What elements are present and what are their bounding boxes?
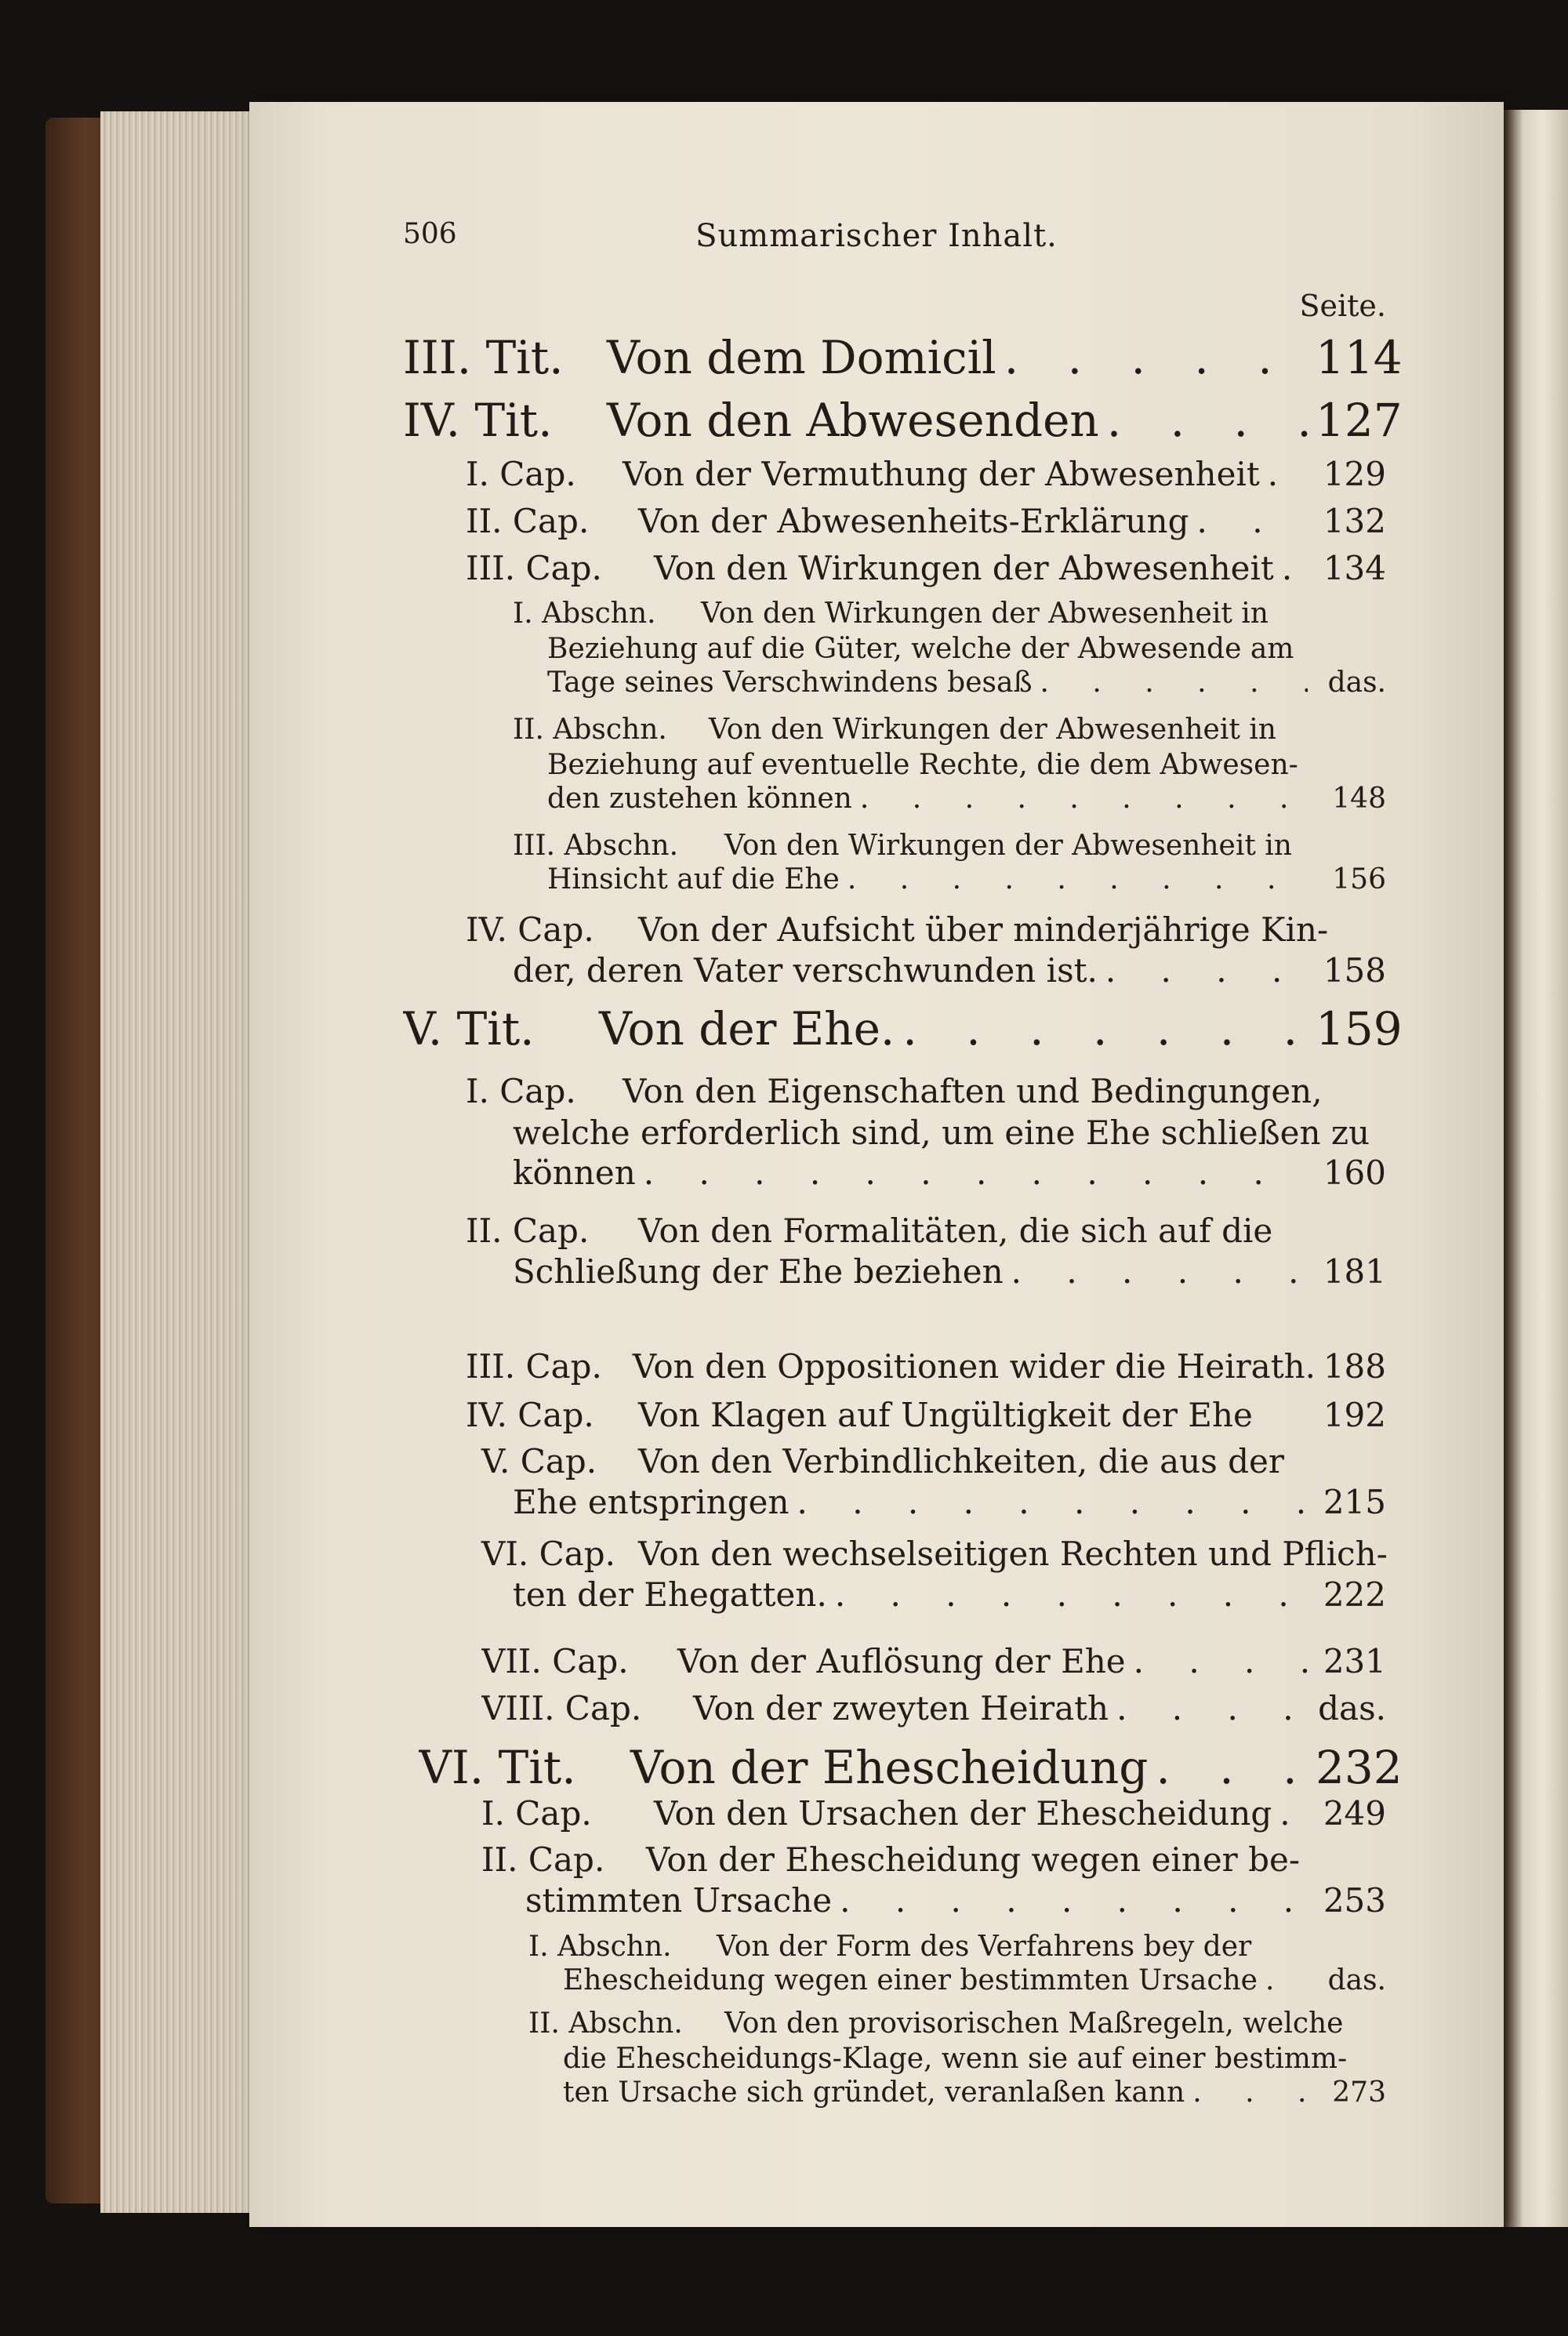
entry-title-line: Von den wechselseitigen Rechten und Pflich- bbox=[638, 1535, 1388, 1573]
entry-page: 249 bbox=[1323, 1794, 1386, 1833]
entry-number: III. Cap. bbox=[466, 1347, 602, 1386]
entry-page: das. bbox=[1327, 667, 1386, 699]
page-number: 506 bbox=[403, 218, 457, 250]
entry-number: I. Abschn. bbox=[513, 598, 656, 630]
entry-title-line: die Ehescheidungs-Klage, wenn sie auf einer bestimm- bbox=[563, 2043, 1348, 2075]
entry-page: 181 bbox=[1323, 1252, 1386, 1291]
leader-dots bbox=[1116, 1689, 1308, 1727]
entry-page: 158 bbox=[1323, 950, 1386, 990]
leader-dots bbox=[797, 1483, 1308, 1521]
entry-number: I. Abschn. bbox=[528, 1931, 672, 1963]
entry-number: V. Tit. bbox=[403, 1002, 535, 1055]
entry-title: Von der zweyten Heirath bbox=[693, 1689, 1109, 1727]
leader-dots bbox=[860, 783, 1308, 815]
entry-title-line: Von den provisorischen Maßregeln, welche bbox=[724, 2007, 1344, 2040]
entry-number: III. Abschn. bbox=[513, 830, 679, 862]
page-column-label: Seite. bbox=[1299, 289, 1386, 323]
entry-page: 156 bbox=[1332, 863, 1386, 896]
entry-number: IV. Tit. bbox=[403, 394, 553, 447]
entry-page: 127 bbox=[1316, 394, 1403, 447]
entry-title-line: Beziehung auf die Güter, welche der Abwesende am bbox=[547, 633, 1294, 665]
entry-title-line: Von den Formalitäten, die sich auf die bbox=[638, 1212, 1273, 1250]
entry-page: 253 bbox=[1323, 1880, 1386, 1920]
leader-dots bbox=[1105, 951, 1308, 990]
entry-number: II. Abschn. bbox=[513, 714, 667, 746]
leader-dots bbox=[1282, 549, 1308, 587]
entry-title: Von der Vermuthung der Abwesenheit bbox=[622, 455, 1260, 493]
toc-entry bbox=[466, 910, 1386, 990]
entry-page: das. bbox=[1318, 1689, 1386, 1727]
leader-dots bbox=[644, 1153, 1308, 1192]
entry-title: Von der Ehescheidung bbox=[630, 1741, 1149, 1794]
entry-number: II. Cap. bbox=[481, 1840, 605, 1879]
entry-title-line: Tage seines Verschwindens besaß bbox=[547, 667, 1033, 699]
entry-title-line: Ehe entspringen bbox=[513, 1482, 789, 1521]
leader-dots bbox=[1107, 394, 1308, 447]
toc-entry bbox=[481, 1840, 1386, 1920]
page-header bbox=[249, 218, 1504, 265]
entry-number: II. Cap. bbox=[466, 1212, 590, 1250]
entry-page: das. bbox=[1327, 1964, 1386, 1996]
facing-page-sliver bbox=[1504, 110, 1568, 2227]
entry-title-line: Hinsicht auf die Ehe bbox=[547, 863, 840, 896]
entry-title: Von Klagen auf Ungültigkeit der Ehe bbox=[638, 1396, 1253, 1434]
toc-entry bbox=[419, 1741, 1403, 1794]
entry-number: I. Cap. bbox=[466, 455, 576, 493]
leader-dots bbox=[1279, 1794, 1308, 1833]
toc-entry bbox=[481, 1534, 1386, 1614]
entry-number: VII. Cap. bbox=[481, 1642, 629, 1680]
entry-title-line: Ehescheidung wegen einer bestimmten Ursache bbox=[563, 1964, 1258, 1996]
entry-title: Von der Abwesenheits-Erklärung bbox=[638, 502, 1189, 540]
leader-dots bbox=[848, 863, 1308, 896]
entry-title-line: den zustehen können bbox=[547, 783, 852, 815]
entry-number: I. Cap. bbox=[466, 1072, 576, 1110]
toc-entry bbox=[466, 502, 1386, 540]
entry-page: 192 bbox=[1323, 1396, 1386, 1434]
toc-entry bbox=[481, 1642, 1386, 1680]
entry-title-line: Beziehung auf eventuelle Rechte, die dem Abwesen- bbox=[547, 749, 1298, 781]
leader-dots bbox=[1040, 667, 1308, 699]
toc-entry bbox=[466, 1396, 1386, 1434]
entry-title-line: Schließung der Ehe beziehen bbox=[513, 1252, 1004, 1291]
leader-dots bbox=[840, 1881, 1308, 1920]
leader-dots bbox=[1134, 1642, 1308, 1680]
entry-number: IV. Cap. bbox=[466, 1396, 594, 1434]
leader-dots bbox=[1265, 1964, 1308, 1996]
entry-number: III. Tit. bbox=[403, 331, 564, 384]
entry-title-line: Von der Form des Verfahrens bey der bbox=[717, 1931, 1252, 1963]
entry-title-line: Von der Aufsicht über minderjährige Kin- bbox=[638, 910, 1329, 949]
toc-entry bbox=[513, 828, 1386, 896]
leader-dots bbox=[835, 1575, 1308, 1614]
entry-page: 148 bbox=[1332, 783, 1386, 815]
entry-title: Von der Auflösung der Ehe bbox=[677, 1642, 1126, 1680]
entry-number: VIII. Cap. bbox=[481, 1689, 642, 1727]
entry-page: 231 bbox=[1323, 1642, 1386, 1680]
toc-entry bbox=[403, 1002, 1403, 1055]
toc-entry bbox=[466, 1071, 1386, 1192]
leader-dots bbox=[1156, 1741, 1308, 1794]
entry-number: II. Cap. bbox=[466, 502, 590, 540]
entry-page: 188 bbox=[1323, 1347, 1386, 1386]
entry-title: Von den Wirkungen der Abwesenheit bbox=[654, 549, 1274, 587]
entry-title-line: Von den Wirkungen der Abwesenheit in bbox=[709, 714, 1276, 746]
toc-entry bbox=[466, 1347, 1386, 1386]
toc-entry bbox=[466, 455, 1386, 493]
entry-title: Von den Oppositionen wider die Heirath. bbox=[632, 1347, 1316, 1386]
book-page bbox=[249, 102, 1504, 2227]
entry-number: IV. Cap. bbox=[466, 910, 594, 949]
entry-page: 159 bbox=[1316, 1002, 1403, 1055]
toc-entry bbox=[481, 1689, 1386, 1727]
toc-entry bbox=[513, 712, 1386, 815]
entry-title-line: Von der Ehescheidung wegen einer be- bbox=[646, 1840, 1301, 1879]
entry-number: II. Abschn. bbox=[528, 2007, 683, 2040]
toc-entry bbox=[481, 1441, 1386, 1521]
entry-title-line: der, deren Vater verschwunden ist. bbox=[513, 950, 1098, 990]
entry-page: 215 bbox=[1323, 1482, 1386, 1521]
toc-entry bbox=[481, 1794, 1386, 1833]
leader-dots bbox=[902, 1002, 1308, 1055]
entry-title-line: welche erforderlich sind, um eine Ehe schließen zu bbox=[513, 1113, 1370, 1152]
leader-dots bbox=[1192, 2076, 1308, 2109]
entry-number: VI. Tit. bbox=[419, 1741, 576, 1794]
toc-entry bbox=[513, 596, 1386, 699]
entry-page: 160 bbox=[1323, 1153, 1386, 1192]
running-title: Summarischer Inhalt. bbox=[695, 218, 1058, 254]
entry-page: 132 bbox=[1323, 502, 1386, 540]
entry-title-line: Von den Eigenschaften und Bedingungen, bbox=[622, 1072, 1323, 1110]
entry-page: 222 bbox=[1323, 1575, 1386, 1614]
entry-title: Von den Abwesenden bbox=[607, 394, 1099, 447]
toc-entry bbox=[466, 549, 1386, 587]
entry-title-line: ten der Ehegatten. bbox=[513, 1575, 827, 1614]
entry-number: VI. Cap. bbox=[481, 1535, 616, 1573]
entry-page: 232 bbox=[1316, 1741, 1403, 1794]
entry-title: Von der Ehe. bbox=[599, 1002, 895, 1055]
entry-title-line: stimmten Ursache bbox=[525, 1880, 833, 1920]
page-content bbox=[249, 102, 1504, 2227]
entry-title-line: ten Ursache sich gründet, veranlaßen kann bbox=[563, 2076, 1185, 2109]
leader-dots bbox=[1268, 455, 1308, 493]
leader-dots bbox=[1004, 331, 1308, 384]
entry-title-line: können bbox=[513, 1153, 636, 1192]
entry-title-line: Von den Wirkungen der Abwesenheit in bbox=[701, 598, 1269, 630]
entry-number: I. Cap. bbox=[481, 1794, 592, 1833]
entry-page: 114 bbox=[1316, 331, 1403, 384]
toc-entry bbox=[528, 1929, 1386, 1996]
entry-title-line: Von den Verbindlichkeiten, die aus der bbox=[638, 1442, 1284, 1480]
entry-page: 134 bbox=[1323, 549, 1386, 587]
entry-title: Von dem Domicil bbox=[607, 331, 996, 384]
entry-page: 129 bbox=[1323, 455, 1386, 493]
toc-entry bbox=[403, 331, 1403, 384]
entry-title: Von den Ursachen der Ehescheidung bbox=[654, 1794, 1272, 1833]
entry-page: 273 bbox=[1332, 2076, 1386, 2109]
toc-entry bbox=[466, 1211, 1386, 1291]
leader-dots bbox=[1011, 1252, 1308, 1291]
entry-title-line: Von den Wirkungen der Abwesenheit in bbox=[724, 830, 1292, 862]
entry-number: V. Cap. bbox=[481, 1442, 597, 1480]
entry-number: III. Cap. bbox=[466, 549, 602, 587]
toc-entry bbox=[403, 394, 1403, 447]
toc-entry bbox=[528, 2006, 1386, 2109]
leader-dots bbox=[1197, 502, 1308, 540]
page-block-edges bbox=[100, 111, 257, 2213]
